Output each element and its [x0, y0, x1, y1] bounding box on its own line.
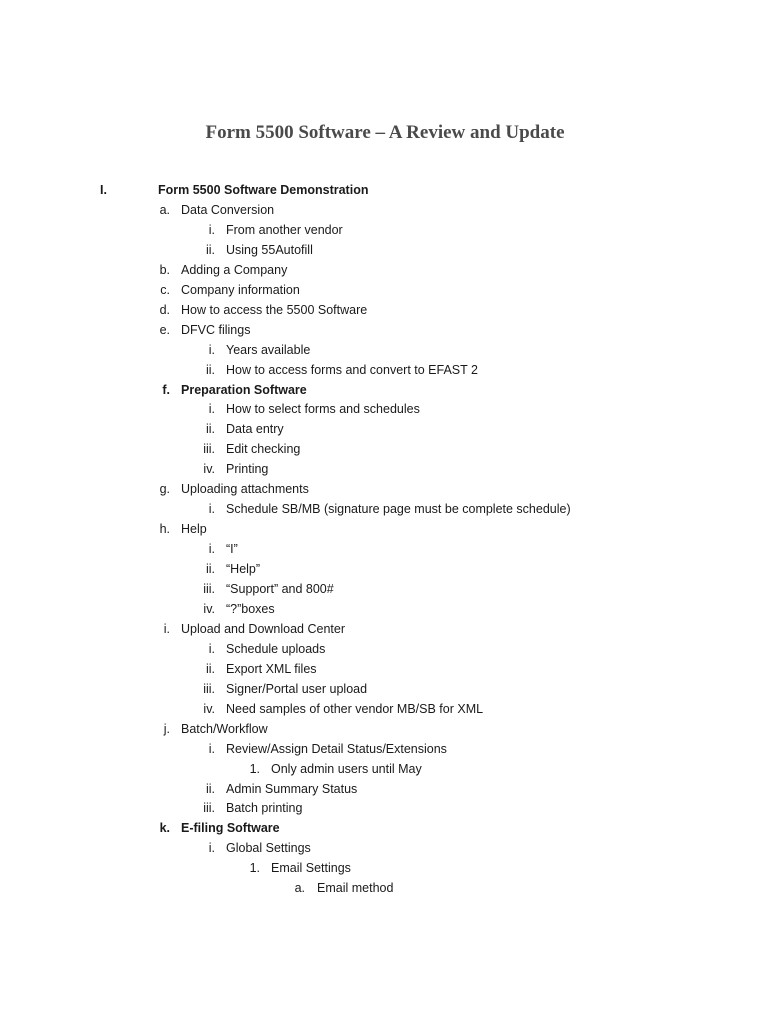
outline-item-number: a.	[159, 202, 170, 217]
outline-item	[0, 240, 770, 260]
outline-item-text: Data entry	[226, 422, 284, 437]
outline-item	[0, 659, 770, 679]
outline-item	[0, 380, 770, 400]
outline-item	[0, 619, 770, 639]
outline-item-number: i.	[208, 402, 215, 417]
outline-item-number: iv.	[203, 462, 215, 477]
outline-item-number: b.	[159, 262, 170, 277]
outline-item-text: How to access forms and convert to EFAST 2	[226, 362, 478, 377]
outline-item	[0, 579, 770, 599]
outline-item	[0, 200, 770, 220]
outline-item-number: i.	[208, 841, 215, 856]
outline-item-text: Adding a Company	[181, 262, 288, 277]
outline-item-number: ii.	[205, 242, 215, 257]
outline-item-text: “?”boxes	[226, 601, 275, 616]
outline-item	[0, 639, 770, 659]
outline-item-text: Batch/Workflow	[181, 721, 268, 736]
outline-item-text: Schedule uploads	[226, 641, 326, 656]
outline-item-number: ii.	[205, 362, 215, 377]
document-title: Form 5500 Software – A Review and Update	[205, 122, 565, 143]
outline-item	[0, 719, 770, 739]
outline-item-text: From another vendor	[226, 222, 343, 237]
outline-item-text: Export XML files	[226, 661, 317, 676]
outline-item	[0, 499, 770, 519]
outline-item	[0, 399, 770, 419]
outline-item	[0, 679, 770, 699]
outline-item-text: Batch printing	[226, 801, 303, 816]
outline-item-text: How to select forms and schedules	[226, 402, 420, 417]
outline-item-number: g.	[159, 482, 170, 497]
outline-item-number: i.	[208, 741, 215, 756]
outline-item-text: Printing	[226, 462, 269, 477]
outline-item-text: Help	[181, 522, 207, 537]
outline-item-number: iv.	[203, 701, 215, 716]
outline-item-number: ii.	[205, 422, 215, 437]
outline-item-number: a.	[294, 881, 305, 896]
outline-item	[0, 599, 770, 619]
outline-item-number: i.	[163, 621, 170, 636]
outline-item-text: Company information	[181, 282, 300, 297]
outline-item-text: Uploading attachments	[181, 482, 309, 497]
outline-item-number: iii.	[203, 442, 215, 457]
outline-item	[0, 559, 770, 579]
outline-item-number: 1.	[249, 761, 260, 776]
outline-item	[0, 459, 770, 479]
outline-item-number: e.	[159, 322, 170, 337]
outline-item	[0, 878, 770, 898]
outline-item	[0, 320, 770, 340]
outline-item-number: 1.	[249, 861, 260, 876]
outline-item	[0, 220, 770, 240]
outline-item	[0, 419, 770, 439]
outline-item-number: d.	[159, 302, 170, 317]
outline-item-number: iii.	[203, 681, 215, 696]
outline-item-number: iii.	[203, 582, 215, 596]
outline-item-text: Global Settings	[226, 841, 311, 856]
outline-item	[0, 858, 770, 878]
outline-item	[0, 739, 770, 759]
outline-item-text: “Help”	[226, 562, 261, 577]
outline-item-number: i.	[208, 222, 215, 237]
outline-item-number: k.	[159, 821, 170, 836]
outline-item	[0, 779, 770, 799]
outline-item-number: f.	[162, 382, 170, 397]
outline-item-text: Signer/Portal user upload	[226, 681, 368, 696]
outline-item	[0, 439, 770, 459]
outline-item-number: i.	[208, 542, 215, 557]
outline-item-number: c.	[160, 282, 170, 297]
outline-item-number: ii.	[205, 562, 215, 577]
outline-item	[0, 280, 770, 300]
outline-item	[0, 539, 770, 559]
outline-item	[0, 300, 770, 320]
outline-item	[0, 360, 770, 380]
outline-item-text: Admin Summary Status	[226, 781, 358, 796]
outline-item-text: Upload and Download Center	[181, 621, 345, 636]
outline-item-text: Using 55Autofill	[226, 242, 313, 257]
outline-item-text: Review/Assign Detail Status/Extensions	[226, 741, 447, 756]
outline-item-number: i.	[208, 342, 215, 357]
outline-item-text: How to access the 5500 Software	[181, 302, 368, 317]
outline-item-text: Form 5500 Software Demonstration	[158, 183, 369, 197]
outline-item	[0, 340, 770, 360]
outline-item-number: I.	[100, 183, 107, 197]
outline-item	[0, 519, 770, 539]
outline-item-text: Years available	[226, 342, 311, 357]
outline-item-text: Email Settings	[271, 861, 351, 876]
outline-item-text: Only admin users until May	[271, 761, 422, 776]
outline-item-number: iv.	[203, 601, 215, 616]
outline-item-text: Preparation Software	[181, 382, 307, 397]
outline-item	[0, 798, 770, 818]
outline-item-text: “Support” and 800#	[226, 582, 334, 596]
outline-item	[0, 479, 770, 499]
outline-item-number: h.	[159, 522, 170, 537]
outline-item-number: i.	[208, 641, 215, 656]
outline-item-text: Need samples of other vendor MB/SB for XML	[226, 701, 484, 716]
outline-item-text: Schedule SB/MB (signature page must be complete schedule)	[226, 502, 571, 517]
outline-item-number: i.	[208, 502, 215, 517]
outline-item-number: iii.	[203, 801, 215, 816]
outline-item-text: Edit checking	[226, 442, 301, 457]
outline-item	[0, 818, 770, 838]
outline-item-text: “I”	[226, 542, 238, 557]
outline-item-number: j.	[163, 721, 170, 736]
outline-item-text: E-filing Software	[181, 821, 280, 836]
outline-item	[0, 838, 770, 858]
outline-item-number: ii.	[205, 661, 215, 676]
outline-item-text: Data Conversion	[181, 202, 275, 217]
outline-item-text: Email method	[317, 881, 394, 896]
outline-item-text: DFVC filings	[181, 322, 251, 337]
outline-item	[0, 180, 770, 200]
outline-item	[0, 260, 770, 280]
outline-item	[0, 699, 770, 719]
outline-item	[0, 759, 770, 779]
outline-item-number: ii.	[205, 781, 215, 796]
